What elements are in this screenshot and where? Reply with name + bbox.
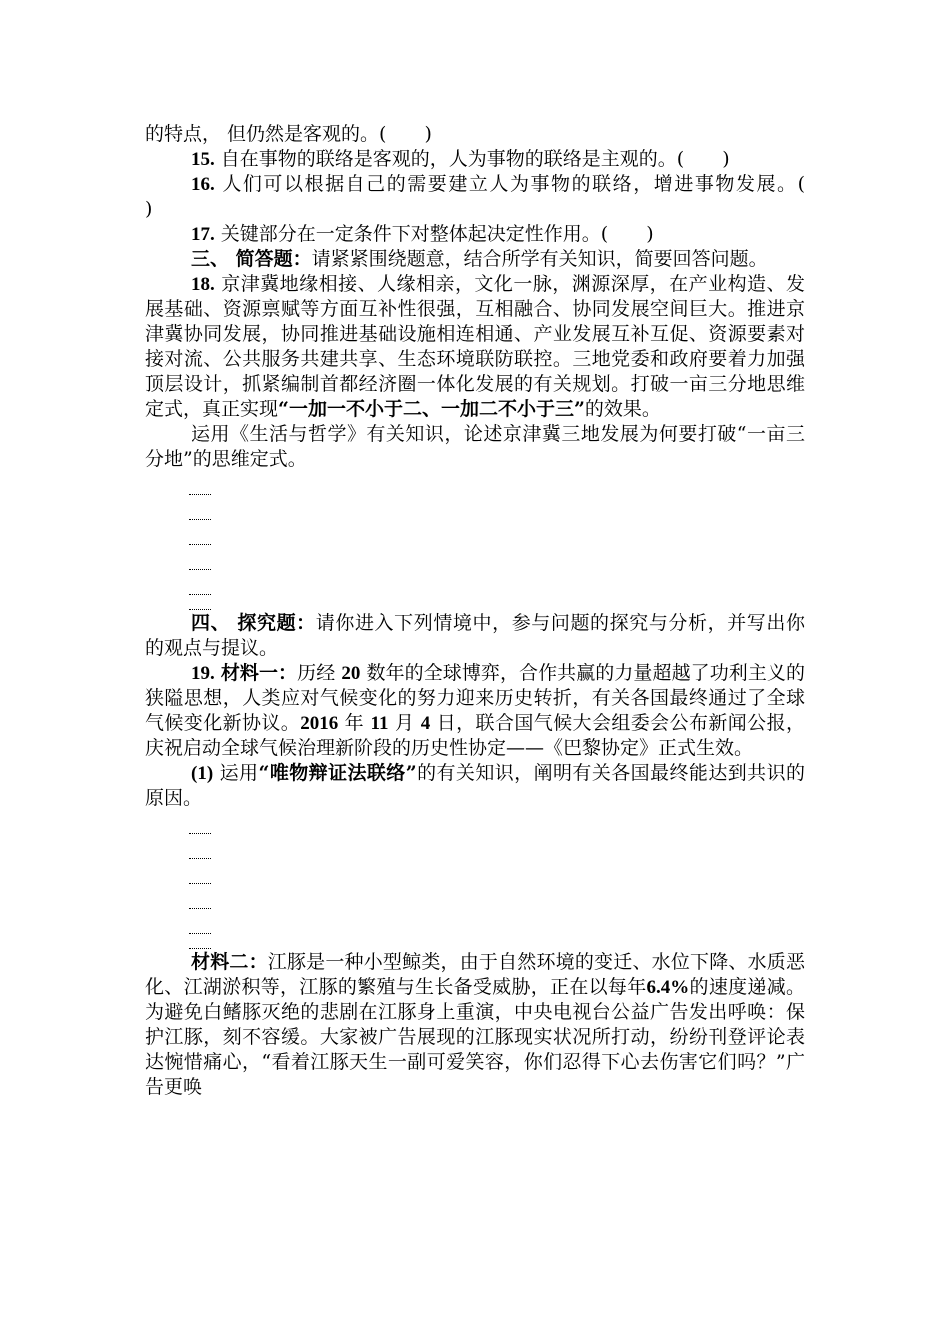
question-text: 自在事物的联络是客观的，人为事物的联络是主观的。( ) [220, 148, 730, 170]
material-text: 年 [344, 712, 365, 734]
quote: “一加一不小于二、一加二不小于三” [278, 398, 585, 420]
question-text: 的有关知识，阐明有关各国最终能达到共识的原因。 [145, 762, 805, 809]
section-title: 四、 探究题： [191, 612, 316, 634]
number: 20 [341, 663, 361, 684]
question-text: 京津冀地缘相接、人缘相亲，文化一脉，渊源深厚，在产业构造、发展基础、资源禀赋等方面互补性很强，互相融合、协同发展空间巨大。推进京津冀协同发展，协同推进基础设施相连相通、产业发展互补互促、资源要素对接对流、公共服务共建共享、生态环境联防联控。三地党委和政府要着力加强顶层设计，抓紧编制首都经济圈一体化发展的有关规划。打破一亩三分地思维定式，真正实现 [145, 273, 805, 420]
material-text: 江豚是一种小型鲸类，由于自然环境的变迁、水位下降、水质恶化、江湖淤积等，江豚的繁殖与生长备受威胁，正在以每年 [145, 951, 805, 998]
answer-line [189, 819, 805, 844]
question-19-material-1 [145, 661, 805, 761]
material-label: 材料二： [191, 951, 268, 973]
answer-line [189, 505, 805, 530]
section-title: 三、 简答题： [191, 248, 312, 270]
section-instructions: 请紧紧围绕题意，结合所学有关知识，简要回答问题。 [311, 248, 768, 270]
question-number: 19. [191, 663, 215, 684]
question-18 [145, 272, 805, 422]
material-label: 材料一： [220, 662, 298, 684]
number: 4 [420, 713, 431, 734]
material-text: 数年的全球博弈，合作共赢的力量超越了功利主义的狭隘思想，人类应对气候变化的努力迎来历史转折，有关各国最终通过了全球气候变化新协议。 [145, 662, 805, 734]
question-number: 17. [191, 224, 215, 245]
sub-question-number: (1) [191, 763, 214, 784]
section-3-heading [145, 247, 805, 272]
question-16 [145, 172, 844, 222]
question-text: 人们可以根据自己的需要建立人为事物的联络，增进事物发展。( ) [145, 173, 844, 220]
answer-line [189, 894, 805, 919]
question-text: 运用 [219, 762, 259, 784]
quote: “唯物辩证法联络” [258, 762, 417, 784]
number: 2016 [300, 713, 339, 734]
answer-line [189, 605, 805, 611]
section-instructions: 请你进入下列情境中，参与问题的探究与分析，并写出你的观点与提议。 [145, 612, 805, 659]
number: 11 [370, 713, 389, 734]
question-19-part-1 [145, 761, 805, 811]
material-text: 日，联合国气候大会组委会公布新闻公报，庆祝启动全球气候治理新阶段的历史性协定——《巴黎协定》正式生效。 [145, 712, 805, 759]
answer-line [189, 944, 805, 950]
question-19-material-2 [145, 950, 805, 1100]
material-text: 历经 [297, 662, 336, 684]
material-text: 的速度递减。为避免白鳍豚灭绝的悲剧在江豚身上重演，中央电视台公益广告发出呼唤：保护江豚，刻不容缓。大家被广告展现的江豚现实状况所打动，纷纷刊登评论表达惋惜痛心，“看着江豚天生一副可爱笑容，你们忍得下心去伤害它们吗？”广告更唤 [145, 976, 805, 1098]
answer-area-19-1[interactable] [145, 819, 805, 950]
q14-tail: 的特点， 但仍然是客观的。( ) [145, 123, 432, 145]
section-4-heading [145, 611, 805, 661]
answer-line [189, 844, 805, 869]
question-15 [145, 147, 805, 172]
answer-line [189, 480, 805, 505]
question-number: 15. [191, 149, 215, 170]
question-text-end: 的效果。 [584, 398, 661, 420]
question-17 [145, 222, 805, 247]
material-text: 月 [394, 712, 415, 734]
answer-area-18[interactable] [145, 480, 805, 611]
answer-line [189, 580, 805, 605]
question-text: 关键部分在一定条件下对整体起决定性作用。( ) [220, 223, 654, 245]
question-number: 16. [191, 174, 215, 195]
question-18-prompt: 运用《生活与哲学》有关知识，论述京津冀三地发展为何要打破“一亩三分地”的思维定式。 [145, 423, 805, 470]
question-number: 18. [191, 274, 215, 295]
answer-line [189, 530, 805, 555]
answer-line [189, 555, 805, 580]
number: 6.4% [646, 977, 690, 998]
answer-line [189, 869, 805, 894]
answer-line [189, 919, 805, 944]
document-page [145, 122, 844, 1100]
